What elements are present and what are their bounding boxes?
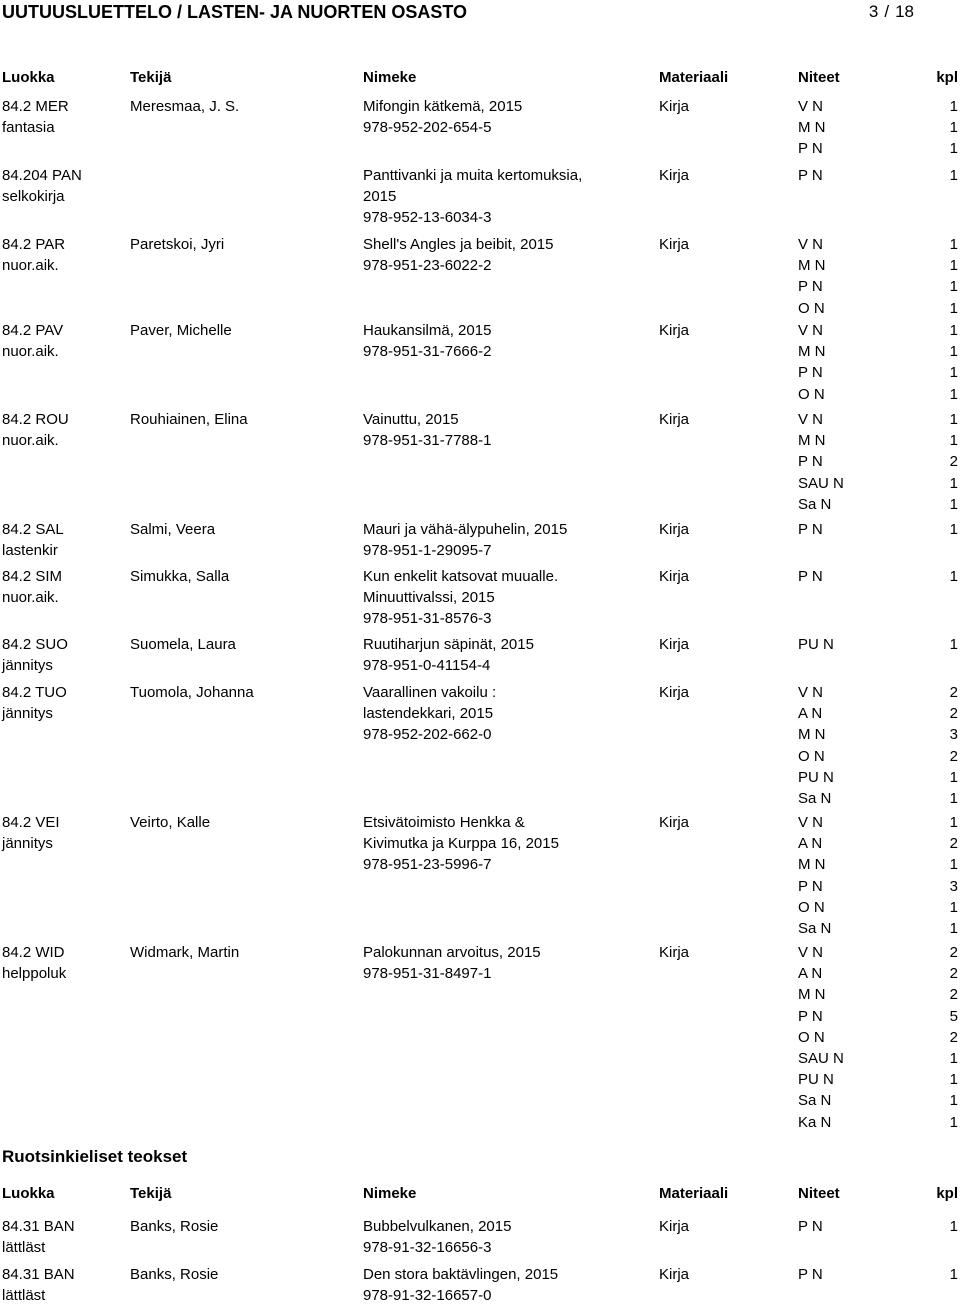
entry-luokka-cell [2,165,82,207]
copy-count: 1 [949,322,958,339]
classification-line: 84.2 TUO [2,684,67,701]
copy-count: 5 [949,1007,958,1025]
copy-location: O N [798,299,825,317]
entry-niteet-cell [798,634,834,655]
column-header-materiaali: Materiaali [659,1185,729,1202]
entry-kpl-cell [930,942,958,1133]
entry-nimeke-cell [363,234,554,276]
title-line: 978-952-202-662-0 [363,726,492,744]
title-line: Mauri ja vähä-älypuhelin, 2015 [363,521,568,538]
column-header-niteet: Niteet [798,1185,840,1202]
classification-line: 84.31 BAN [2,1266,75,1283]
material-type: Kirja [659,322,690,339]
title-line: 978-951-23-6022-2 [363,257,492,275]
material-type: Kirja [659,814,690,831]
column-header-kpl: kpl [936,69,958,86]
copy-location: A N [798,965,823,983]
classification-line: lättläst [2,1239,46,1257]
copy-location: M N [798,726,826,744]
entry-materiaali-cell [659,1216,689,1237]
entry-luokka-cell [2,682,67,724]
copy-location: P N [798,278,823,296]
entry-nimeke-cell [363,320,491,362]
title-line: lastendekkari, 2015 [363,705,494,723]
copy-count: 1 [949,257,958,275]
column-header-row [0,67,960,89]
entry-tekija-cell [130,519,215,540]
author: Suomela, Laura [130,636,236,653]
title-line: Bubbelvulkanen, 2015 [363,1218,512,1235]
copy-location: V N [798,322,824,339]
title-line: Ruutiharjun säpinät, 2015 [363,636,534,653]
material-type: Kirja [659,521,690,538]
classification-line: 84.2 ROU [2,411,69,428]
title-line: 978-951-31-7666-2 [363,343,492,361]
entry-niteet-cell [798,812,831,939]
copy-location: V N [798,236,824,253]
author: Paretskoi, Jyri [130,236,225,253]
entry-luokka-cell [2,566,62,608]
entry-kpl-cell [930,519,958,540]
copy-location: PU N [798,1071,834,1089]
copy-count: 1 [949,898,958,916]
copy-count: 2 [949,705,958,723]
entry-luokka-cell [2,1264,75,1306]
copy-count: 1 [949,474,958,492]
copy-location: P N [798,453,823,471]
copy-count: 1 [949,343,958,361]
entry-niteet-cell [798,165,823,186]
copy-location: M N [798,432,826,450]
entry-nimeke-cell [363,942,541,984]
column-header-nimeke: Nimeke [363,1185,417,1202]
entry-niteet-cell [798,96,826,160]
copy-location: V N [798,944,824,961]
copy-location: M N [798,119,826,137]
entry-luokka-cell [2,519,64,561]
entry-nimeke-cell [363,519,567,561]
entry-kpl-cell [930,634,958,655]
title-line: Palokunnan arvoitus, 2015 [363,944,541,961]
classification-line: nuor.aik. [2,257,59,275]
entry-tekija-cell [130,96,239,117]
entry-niteet-cell [798,1216,823,1237]
entry-kpl-cell [930,1264,958,1285]
entry-niteet-cell [798,942,844,1133]
copy-count: 2 [949,684,958,701]
copy-count: 2 [949,747,958,765]
title-line: 978-951-0-41154-4 [363,657,491,675]
column-header-row-2 [0,1183,960,1205]
copy-count: 1 [949,299,958,317]
classification-line: jännitys [2,657,53,675]
copy-count: 1 [949,1092,958,1110]
title-line: Haukansilmä, 2015 [363,322,492,339]
title-line: Etsivätoimisto Henkka & [363,814,525,831]
entry-niteet-cell [798,566,823,587]
copy-count: 1 [949,140,958,158]
entry-luokka-cell [2,942,66,984]
page-number [869,2,914,22]
copy-count: 2 [949,835,958,853]
entry-nimeke-cell [363,566,558,630]
author: Salmi, Veera [130,521,216,538]
copy-count: 1 [949,919,958,937]
copy-count: 1 [949,636,958,653]
copy-location: P N [798,364,823,382]
copy-count: 3 [949,726,958,744]
entry-kpl-cell [930,1216,958,1237]
column-header-niteet: Niteet [798,69,840,86]
copy-count: 1 [949,432,958,450]
total-pages: 18 [895,2,914,21]
entry-luokka-cell [2,234,65,276]
entry-niteet-cell [798,409,844,515]
copy-count: 1 [949,789,958,807]
entry-materiaali-cell [659,96,689,117]
author: Widmark, Martin [130,944,240,961]
entry-luokka-cell [2,320,63,362]
entry-tekija-cell [130,634,236,655]
entry-materiaali-cell [659,942,689,963]
copy-location: SAU N [798,1049,844,1067]
entry-materiaali-cell [659,320,689,341]
title-line: Minuuttivalssi, 2015 [363,589,495,607]
entry-materiaali-cell [659,682,689,703]
entry-materiaali-cell [659,234,689,255]
copy-location: V N [798,814,824,831]
column-header-luokka: Luokka [2,69,55,86]
copy-location: P N [798,1266,823,1283]
copy-location: Sa N [798,919,832,937]
copy-location: P N [798,1218,823,1235]
material-type: Kirja [659,98,690,115]
title-line: Vaarallinen vakoilu : [363,684,497,701]
classification-line: 84.2 SUO [2,636,68,653]
entry-nimeke-cell [363,165,582,229]
entry-kpl-cell [930,409,958,515]
entry-nimeke-cell [363,96,522,138]
title-line: 978-951-31-7788-1 [363,432,492,450]
copy-count: 2 [949,965,958,983]
material-type: Kirja [659,568,690,585]
material-type: Kirja [659,236,690,253]
title-line: Kivimutka ja Kurppa 16, 2015 [363,835,559,853]
classification-line: nuor.aik. [2,343,59,361]
title-line: 978-951-1-29095-7 [363,542,492,560]
entry-kpl-cell [930,682,958,809]
classification-line: nuor.aik. [2,589,59,607]
copy-location: V N [798,684,824,701]
entry-nimeke-cell [363,1264,558,1306]
classification-line: jännitys [2,705,53,723]
copy-location: PU N [798,636,834,653]
copy-location: A N [798,835,823,853]
copy-location: P N [798,140,823,158]
copy-location: P N [798,877,823,895]
entry-nimeke-cell [363,634,534,676]
entry-niteet-cell [798,234,826,319]
title-line: Kun enkelit katsovat muualle. [363,568,559,585]
column-header-luokka: Luokka [2,1185,55,1202]
entry-kpl-cell [930,96,958,160]
entry-luokka-cell [2,812,60,854]
copy-location: O N [798,385,825,403]
entry-tekija-cell [130,234,224,255]
entry-niteet-cell [798,320,826,405]
copy-count: 3 [949,877,958,895]
entry-materiaali-cell [659,519,689,540]
copy-location: V N [798,411,824,428]
copy-count: 1 [949,167,958,184]
copy-location: Sa N [798,495,832,513]
copy-location: O N [798,747,825,765]
classification-line: 84.2 PAV [2,322,64,339]
entry-luokka-cell [2,409,69,451]
copy-count: 2 [949,986,958,1004]
entry-niteet-cell [798,682,834,809]
copy-count: 1 [949,278,958,296]
copy-count: 1 [949,411,958,428]
title-line: Shell's Angles ja beibit, 2015 [363,236,554,253]
copy-count: 1 [949,1113,958,1131]
entry-niteet-cell [798,1264,823,1285]
entry-tekija-cell [130,1216,218,1237]
column-header-materiaali: Materiaali [659,69,729,86]
material-type: Kirja [659,1218,690,1235]
title-line: 978-91-32-16657-0 [363,1287,492,1305]
entry-luokka-cell [2,634,68,676]
column-header-tekija: Tekijä [130,69,172,86]
classification-line: 84.2 SIM [2,568,63,585]
copy-count: 1 [949,1266,958,1283]
title-line: 978-951-31-8576-3 [363,610,492,628]
entry-niteet-cell [798,519,823,540]
entry-nimeke-cell [363,812,559,876]
page-title: UUTUUSLUETTELO / LASTEN- JA NUORTEN OSASTO [2,2,468,22]
entry-materiaali-cell [659,165,689,186]
entry-materiaali-cell [659,634,689,655]
copy-count: 1 [949,568,958,585]
classification-line: helppoluk [2,965,67,983]
entry-tekija-cell [130,682,254,703]
classification-line: lättläst [2,1287,46,1305]
copy-count: 1 [949,1071,958,1089]
copy-location: Sa N [798,1092,832,1110]
author: Banks, Rosie [130,1218,219,1235]
classification-line: 84.2 PAR [2,236,66,253]
copy-count: 1 [949,1218,958,1235]
material-type: Kirja [659,636,690,653]
copy-location: PU N [798,768,834,786]
entry-kpl-cell [930,234,958,319]
copy-location: P N [798,1007,823,1025]
copy-location: O N [798,1028,825,1046]
title-line: 978-951-31-8497-1 [363,965,492,983]
copy-location: M N [798,856,826,874]
column-header-kpl: kpl [936,1185,958,1202]
copy-count: 1 [949,521,958,538]
author: Veirto, Kalle [130,814,211,831]
classification-line: 84.204 PAN [2,167,82,184]
copy-location: P N [798,521,823,538]
entry-tekija-cell [130,320,232,341]
copy-count: 1 [949,236,958,253]
entry-materiaali-cell [659,409,689,430]
classification-line: lastenkir [2,542,58,560]
copy-location: P N [798,167,823,184]
classification-line: 84.2 SAL [2,521,64,538]
copy-count: 1 [949,495,958,513]
material-type: Kirja [659,684,690,701]
copy-count: 1 [949,1049,958,1067]
copy-location: Sa N [798,789,832,807]
copy-count: 2 [949,1028,958,1046]
copy-count: 1 [949,98,958,115]
material-type: Kirja [659,1266,690,1283]
classification-line: 84.31 BAN [2,1218,75,1235]
copy-count: 1 [949,856,958,874]
column-header-tekija: Tekijä [130,1185,172,1202]
entry-materiaali-cell [659,1264,689,1285]
copy-location: M N [798,986,826,1004]
copy-location: P N [798,568,823,585]
classification-line: jännitys [2,835,53,853]
author: Meresmaa, J. S. [130,98,240,115]
title-line: 978-91-32-16656-3 [363,1239,492,1257]
entry-kpl-cell [930,320,958,405]
copy-location: O N [798,898,825,916]
author: Rouhiainen, Elina [130,411,248,428]
entry-tekija-cell [130,812,210,833]
copy-count: 1 [949,814,958,831]
classification-line: 84.2 WID [2,944,65,961]
copy-location: M N [798,257,826,275]
entry-materiaali-cell [659,812,689,833]
copy-count: 2 [949,944,958,961]
title-line: 978-951-23-5996-7 [363,856,492,874]
entry-tekija-cell [130,566,229,587]
entry-nimeke-cell [363,682,496,746]
author: Tuomola, Johanna [130,684,254,701]
copy-count: 1 [949,768,958,786]
copy-location: Ka N [798,1113,832,1131]
classification-line: fantasia [2,119,55,137]
copy-location: M N [798,343,826,361]
entry-luokka-cell [2,96,69,138]
entry-kpl-cell [930,812,958,939]
copy-count: 2 [949,453,958,471]
entry-tekija-cell [130,942,239,963]
author: Banks, Rosie [130,1266,219,1283]
page-separator: / [884,2,890,21]
classification-line: nuor.aik. [2,432,59,450]
title-line: 978-952-202-654-5 [363,119,492,137]
title-line: 2015 [363,188,397,206]
entry-tekija-cell [130,409,248,430]
material-type: Kirja [659,411,690,428]
classification-line: 84.2 MER [2,98,69,115]
copy-location: V N [798,98,824,115]
entry-kpl-cell [930,566,958,587]
entry-tekija-cell [130,1264,218,1285]
copy-count: 1 [949,119,958,137]
copy-location: SAU N [798,474,844,492]
classification-line: selkokirja [2,188,65,206]
title-line: Den stora baktävlingen, 2015 [363,1266,559,1283]
author: Paver, Michelle [130,322,232,339]
title-line: Mifongin kätkemä, 2015 [363,98,523,115]
material-type: Kirja [659,167,690,184]
copy-count: 1 [949,364,958,382]
title-line: 978-952-13-6034-3 [363,209,492,227]
section-heading-swedish: Ruotsinkieliset teokset [2,1147,188,1166]
entry-nimeke-cell [363,409,491,451]
entry-luokka-cell [2,1216,75,1258]
title-line: Panttivanki ja muita kertomuksia, [363,167,583,184]
entry-nimeke-cell [363,1216,511,1258]
classification-line: 84.2 VEI [2,814,60,831]
entry-materiaali-cell [659,566,689,587]
author: Simukka, Salla [130,568,230,585]
column-header-nimeke: Nimeke [363,69,417,86]
copy-count: 1 [949,385,958,403]
entry-kpl-cell [930,165,958,186]
title-line: Vainuttu, 2015 [363,411,459,428]
current-page: 3 [868,2,879,21]
material-type: Kirja [659,944,690,961]
copy-location: A N [798,705,823,723]
